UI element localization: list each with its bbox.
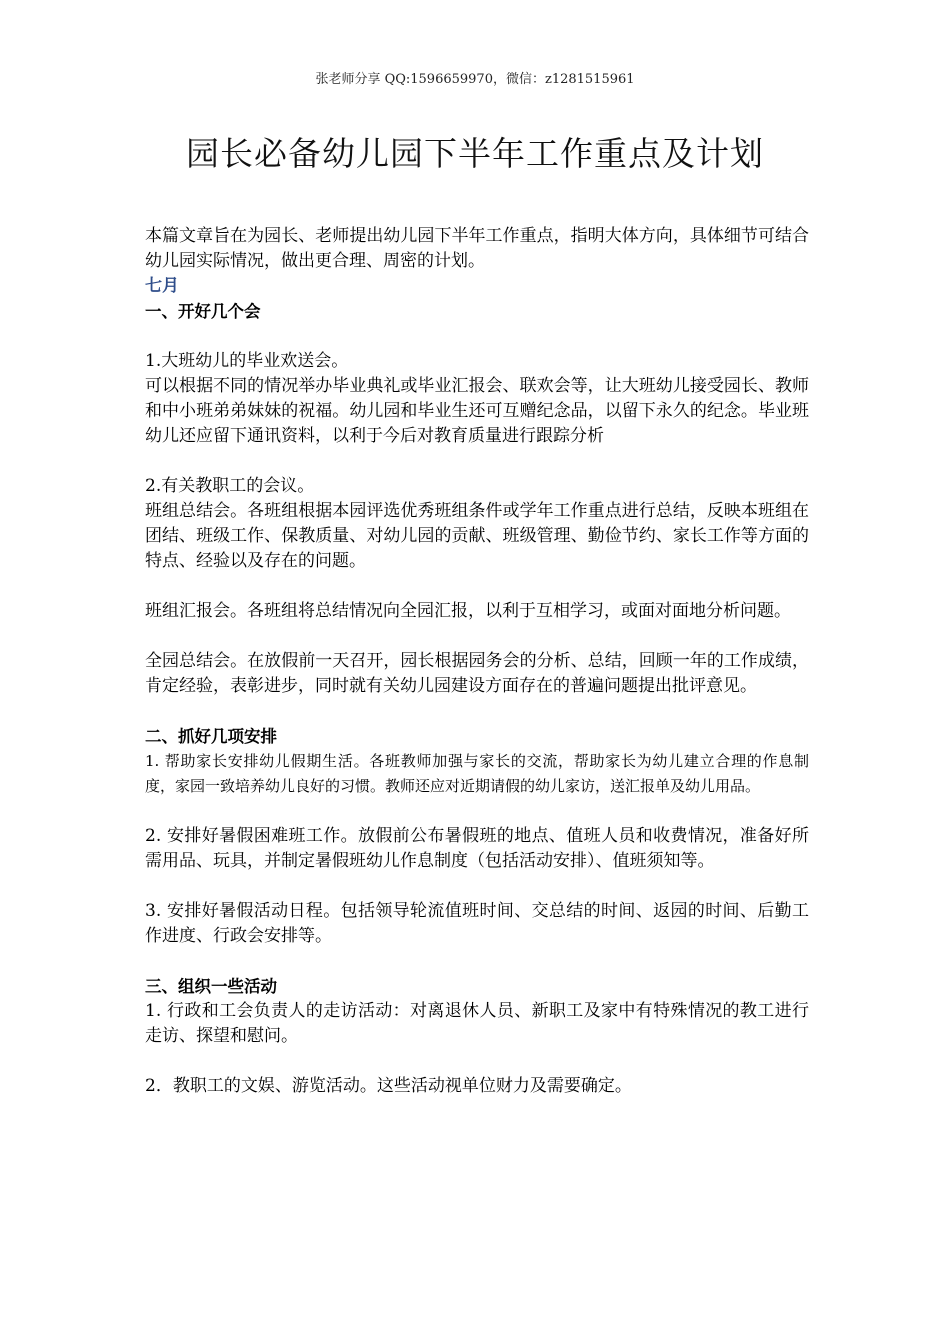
section3-item1: 1. 行政和工会负责人的走访活动：对离退休人员、新职工及家中有特殊情况的教工进行走访、探望和慰问。 (145, 1001, 809, 1046)
section2-item2: 2. 安排好暑假困难班工作。放假前公布暑假班的地点、值班人员和收费情况，准备好所需用品、玩具，并制定暑假班幼儿作息制度（包括活动安排）、值班须知等。 (145, 826, 809, 871)
section1-item1-title: 1.大班幼儿的毕业欢送会。 (145, 351, 349, 371)
section2-heading: 二、抓好几项安排 (145, 727, 277, 746)
section3-item2: 2．教职工的文娱、游览活动。这些活动视单位财力及需要确定。 (145, 1076, 632, 1096)
section3-heading: 三、组织一些活动 (145, 977, 277, 996)
section1-item2-summary: 全园总结会。在放假前一天召开，园长根据园务会的分析、总结，回顾一年的工作成绩，肯定经验，表彰进步，同时就有关幼儿园建设方面存在的普遍问题提出批评意见。 (145, 651, 809, 696)
section1-item2-body: 班组总结会。各班组根据本园评选优秀班组条件或学年工作重点进行总结，反映本班组在团结、班级工作、保教质量、对幼儿园的贡献、班级管理、勤俭节约、家长工作等方面的特点、经验以及存在的问题。 (145, 501, 809, 571)
month-heading: 七月 (145, 276, 179, 296)
section1-heading: 一、开好几个会 (145, 302, 261, 321)
section1-item1-body: 可以根据不同的情况举办毕业典礼或毕业汇报会、联欢会等，让大班幼儿接受园长、教师和中小班弟弟妹妹的祝福。幼儿园和毕业生还可互赠纪念品，以留下永久的纪念。毕业班幼儿还应留下通讯资料，以利于今后对教育质量进行跟踪分析 (145, 376, 809, 446)
intro-paragraph: 本篇文章旨在为园长、老师提出幼儿园下半年工作重点，指明大体方向，具体细节可结合幼儿园实际情况，做出更合理、周密的计划。 (145, 226, 809, 271)
page-title: 园长必备幼儿园下半年工作重点及计划 (186, 134, 764, 173)
document-body (145, 224, 809, 1099)
section2-item1: 1. 帮助家长安排幼儿假期生活。各班教师加强与家长的交流，帮助家长为幼儿建立合理的作息制度，家园一致培养幼儿良好的习惯。教师还应对近期请假的幼儿家访，送汇报单及幼儿用品。 (145, 752, 809, 795)
header-note: 张老师分享 QQ:1596659970，微信：z1281515961 (315, 72, 635, 87)
section2-item3: 3. 安排好暑假活动日程。包括领导轮流值班时间、交总结的时间、返园的时间、后勤工作进度、行政会安排等。 (145, 901, 809, 946)
section1-item2-report: 班组汇报会。各班组将总结情况向全园汇报，以利于互相学习，或面对面地分析问题。 (145, 601, 791, 621)
section1-item2-title: 2.有关教职工的会议。 (145, 476, 315, 496)
